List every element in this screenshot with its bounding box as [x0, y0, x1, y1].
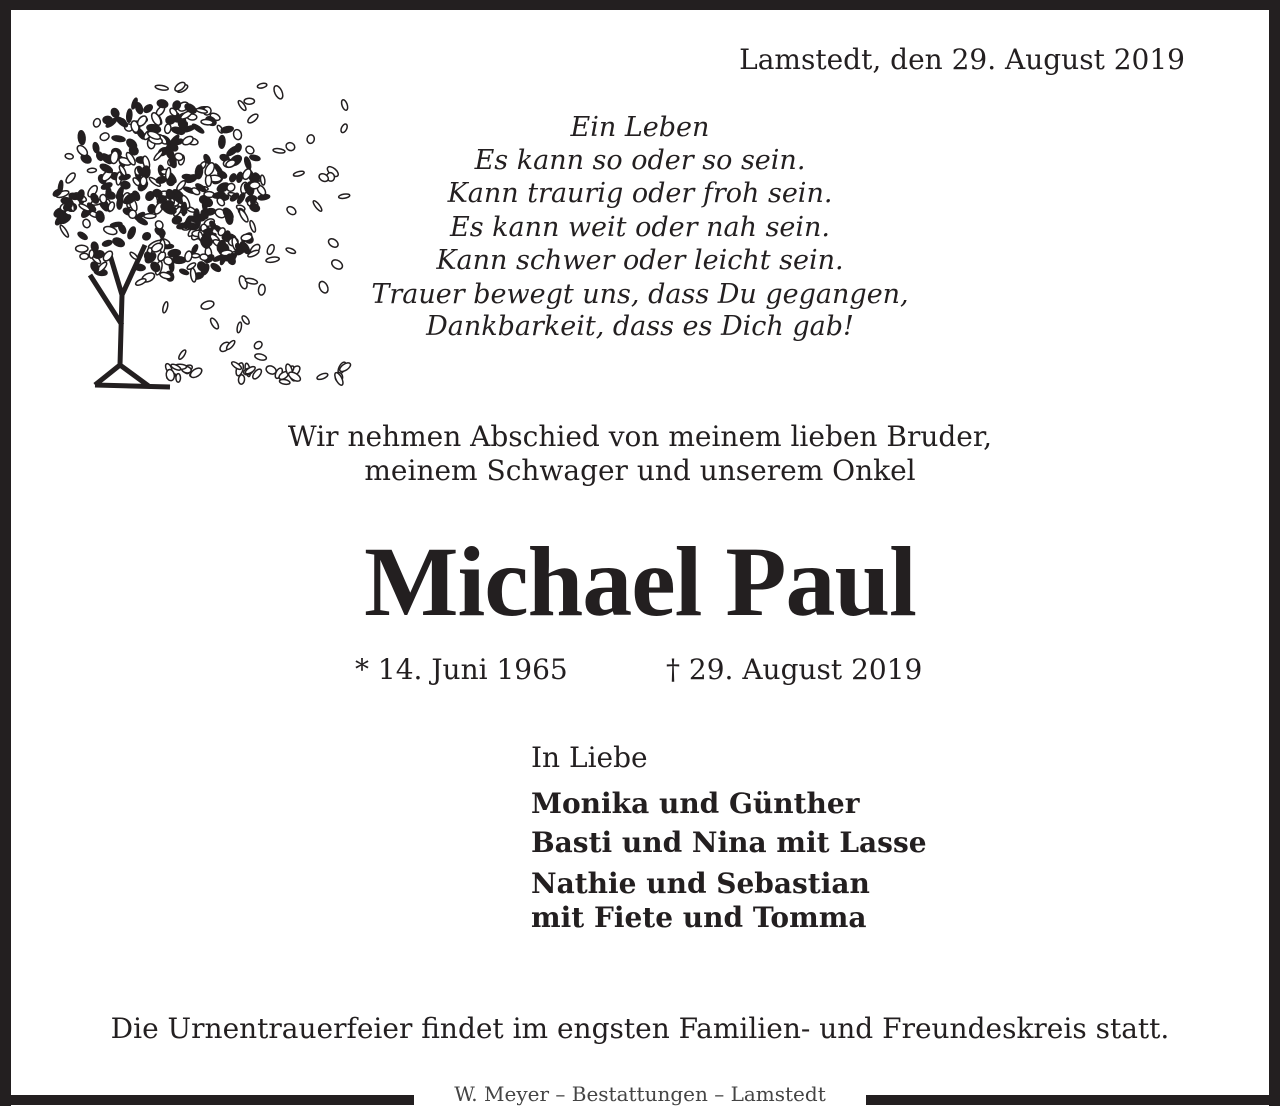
leaf	[225, 339, 236, 350]
leaf	[254, 353, 267, 361]
leaf	[95, 210, 105, 223]
leaf	[285, 247, 296, 255]
leaf	[246, 112, 259, 124]
leaf	[140, 176, 147, 186]
intro-line: meinem Schwager und unserem Onkel	[364, 454, 916, 487]
leaf	[102, 240, 113, 248]
leaf	[99, 132, 110, 142]
poem-line: Ein Leben	[570, 112, 710, 143]
leaf	[76, 245, 89, 252]
leaf	[134, 102, 144, 115]
leaf	[184, 250, 193, 262]
poem-line: Es kann so oder so sein.	[474, 145, 806, 176]
family-member: Basti und Nina mit Lasse	[531, 826, 927, 859]
leaf	[82, 218, 92, 229]
leaf	[64, 171, 77, 184]
poem-line: Es kann weit oder nah sein.	[449, 212, 831, 243]
leaf	[77, 231, 88, 241]
poem-line: Dankbarkeit, dass es Dich gab!	[426, 311, 854, 342]
leaf	[316, 372, 328, 381]
leaf	[126, 226, 136, 240]
leaf	[327, 237, 340, 249]
leaf	[257, 82, 267, 88]
leaf	[200, 300, 215, 311]
leaf	[251, 196, 256, 205]
tree-illustration	[50, 65, 370, 395]
family-member: mit Fiete und Tomma	[531, 901, 867, 934]
leaf	[195, 165, 204, 179]
leaf	[201, 119, 213, 125]
leaf	[155, 84, 169, 91]
border-bottom-left	[0, 1095, 414, 1105]
deceased-name: Michael Paul	[364, 526, 916, 637]
death-date: † 29. August 2019	[666, 653, 923, 686]
leaf	[238, 208, 250, 223]
leaf	[312, 200, 323, 213]
leaf	[285, 205, 297, 216]
leaf	[229, 173, 238, 183]
leaf	[266, 256, 280, 263]
leaf	[144, 213, 156, 218]
leaf	[249, 220, 257, 233]
leaf	[126, 109, 132, 123]
leaf	[141, 231, 151, 241]
leaf	[65, 153, 74, 160]
leaf	[236, 322, 242, 333]
leaf	[89, 250, 95, 259]
leaf	[249, 182, 260, 189]
leaf	[156, 99, 168, 109]
leaf	[272, 84, 284, 100]
in-love-label: In Liebe	[531, 741, 648, 774]
leaf	[78, 130, 86, 144]
leaf	[112, 236, 126, 248]
leaf	[144, 252, 151, 261]
leaf	[164, 124, 171, 134]
leaf	[112, 135, 126, 142]
leaf	[92, 142, 99, 153]
leaf	[293, 170, 305, 177]
leaf	[317, 280, 329, 294]
leaf	[176, 374, 181, 383]
leaf	[234, 143, 242, 153]
birth-date: * 14. Juni 1965	[355, 653, 568, 686]
leaf	[244, 145, 255, 156]
leaf	[190, 268, 197, 282]
family-member: Nathie und Sebastian	[531, 867, 870, 900]
leaf	[129, 251, 139, 260]
leaf	[202, 198, 207, 211]
undertaker-credit: W. Meyer – Bestattungen – Lamstedt	[454, 1082, 826, 1106]
intro-line: Wir nehmen Abschied von meinem lieben Bruder,	[287, 420, 993, 453]
border-top	[0, 0, 1280, 10]
place-date: Lamstedt, den 29. August 2019	[739, 43, 1185, 76]
leaf	[200, 253, 209, 260]
leaf	[338, 361, 352, 373]
poem-line: Kann traurig oder froh sein.	[447, 178, 833, 209]
leaf	[333, 371, 344, 386]
leaf	[253, 340, 264, 350]
leaf	[135, 277, 147, 286]
leaf	[306, 134, 315, 144]
leaf	[340, 99, 348, 111]
leaf	[162, 301, 169, 313]
leaf	[209, 317, 220, 330]
leaf	[221, 126, 234, 134]
leaf	[87, 168, 96, 173]
leaf	[92, 118, 101, 128]
leaf	[258, 284, 266, 296]
family-member: Monika und Günther	[531, 787, 860, 820]
leaf	[128, 210, 136, 219]
leaf	[231, 360, 243, 370]
leaf	[172, 257, 186, 264]
border-bottom-right	[866, 1095, 1280, 1105]
poem-line: Kann schwer oder leicht sein.	[436, 245, 844, 276]
leaf	[99, 163, 114, 175]
leaf	[109, 150, 119, 164]
leaf	[142, 103, 153, 114]
leaf	[165, 369, 175, 382]
leaf	[273, 148, 285, 154]
leaf	[80, 253, 89, 259]
leaf	[59, 224, 70, 238]
leaf	[182, 202, 187, 215]
leaf	[260, 175, 266, 186]
leaf	[218, 135, 225, 148]
leaf	[249, 154, 260, 161]
poem-line: Trauer bewegt uns, dass Du gegangen,	[371, 279, 909, 310]
leaf	[266, 244, 276, 256]
leaf	[285, 141, 297, 152]
leaf	[106, 188, 111, 197]
ceremony-note: Die Urnentrauerfeier findet im engsten Familien- und Freundeskreis statt.	[110, 1012, 1170, 1045]
leaf	[232, 129, 242, 141]
leaf	[279, 379, 290, 385]
leaf	[178, 349, 188, 360]
leaf	[244, 98, 254, 104]
leaf	[117, 223, 127, 234]
